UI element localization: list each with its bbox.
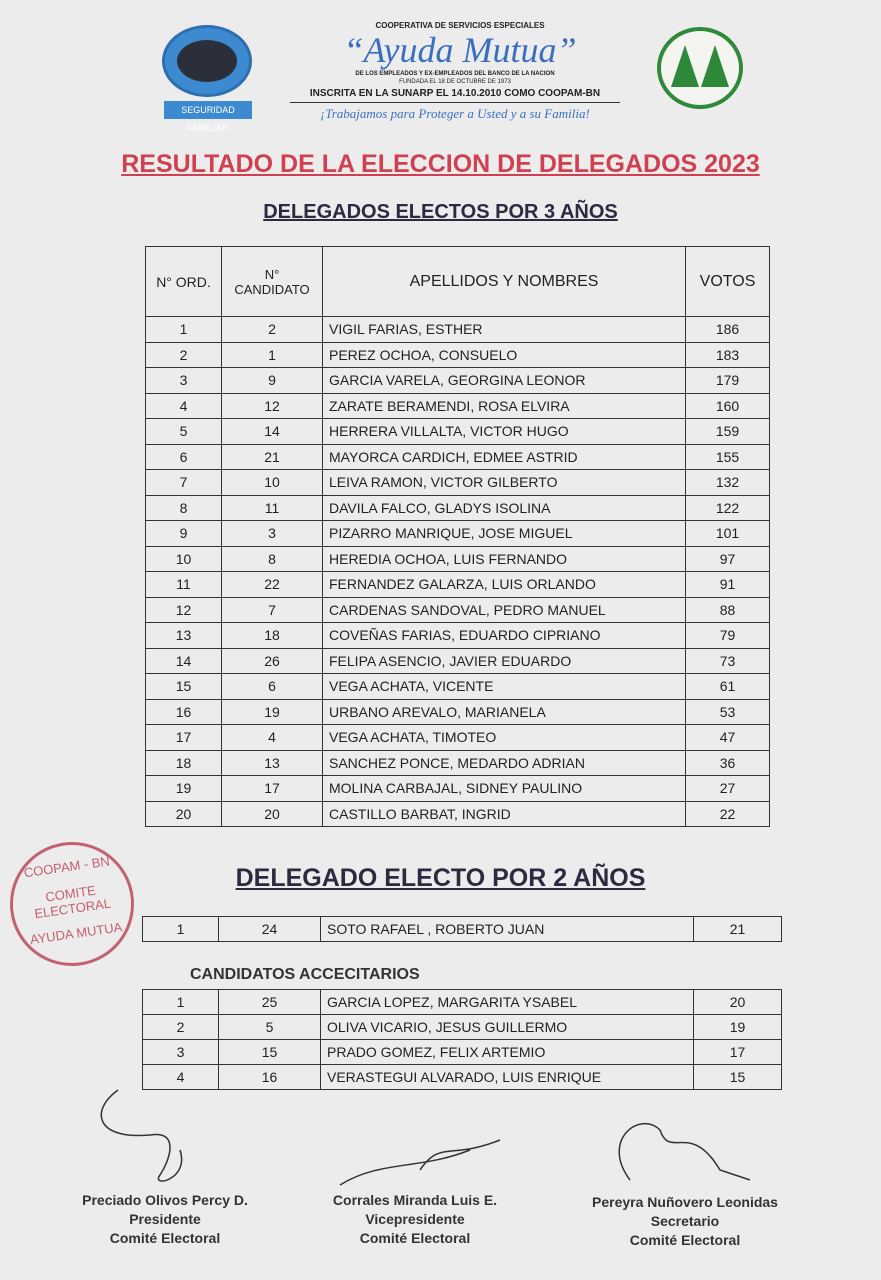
name-cell: CASTILLO BARBAT, INGRID bbox=[323, 801, 686, 827]
name-cell: PRADO GOMEZ, FELIX ARTEMIO bbox=[321, 1040, 694, 1065]
table-row bbox=[143, 990, 782, 1015]
header-line-2: FUNDADA EL 18 DE OCTUBRE DE 1973 bbox=[399, 79, 511, 85]
candidate-number-cell: 26 bbox=[222, 648, 323, 674]
order-cell: 16 bbox=[146, 699, 222, 725]
table-row bbox=[146, 317, 770, 343]
table-row bbox=[146, 495, 770, 521]
votes-cell: 97 bbox=[686, 546, 770, 572]
order-cell: 6 bbox=[146, 444, 222, 470]
order-cell: 2 bbox=[146, 342, 222, 368]
order-cell: 9 bbox=[146, 521, 222, 547]
name-cell: OLIVA VICARIO, JESUS GUILLERMO bbox=[321, 1015, 694, 1040]
candidate-number-cell: 2 bbox=[222, 317, 323, 343]
votes-cell: 186 bbox=[686, 317, 770, 343]
table-row bbox=[146, 419, 770, 445]
order-cell: 10 bbox=[146, 546, 222, 572]
votes-cell: 47 bbox=[686, 725, 770, 751]
order-cell: 17 bbox=[146, 725, 222, 751]
table-row bbox=[146, 368, 770, 394]
order-cell: 4 bbox=[143, 1065, 219, 1090]
candidate-number-cell: 6 bbox=[222, 674, 323, 700]
name-cell: GARCIA LOPEZ, MARGARITA YSABEL bbox=[321, 990, 694, 1015]
signatures-ink bbox=[0, 1080, 881, 1190]
name-cell: ZARATE BERAMENDI, ROSA ELVIRA bbox=[323, 393, 686, 419]
order-cell: 7 bbox=[146, 470, 222, 496]
votes-cell: 17 bbox=[694, 1040, 782, 1065]
name-cell: VIGIL FARIAS, ESTHER bbox=[323, 317, 686, 343]
col-header-votes: VOTOS bbox=[686, 247, 770, 317]
candidate-number-cell: 22 bbox=[222, 572, 323, 598]
table-row bbox=[146, 393, 770, 419]
votes-cell: 21 bbox=[694, 917, 782, 942]
candidate-number-cell: 4 bbox=[222, 725, 323, 751]
candidate-number-cell: 5 bbox=[219, 1015, 321, 1040]
name-cell: CARDENAS SANDOVAL, PEDRO MANUEL bbox=[323, 597, 686, 623]
candidate-number-cell: 19 bbox=[222, 699, 323, 725]
votes-cell: 88 bbox=[686, 597, 770, 623]
votes-cell: 22 bbox=[686, 801, 770, 827]
candidate-number-cell: 11 bbox=[222, 495, 323, 521]
votes-cell: 27 bbox=[686, 776, 770, 802]
name-cell: VEGA ACHATA, VICENTE bbox=[323, 674, 686, 700]
page-title: RESULTADO DE LA ELECCION DE DELEGADOS 2023 bbox=[121, 150, 760, 178]
table-row bbox=[146, 776, 770, 802]
order-cell: 5 bbox=[146, 419, 222, 445]
candidate-number-cell: 18 bbox=[222, 623, 323, 649]
name-cell: DAVILA FALCO, GLADYS ISOLINA bbox=[323, 495, 686, 521]
candidate-number-cell: 12 bbox=[222, 393, 323, 419]
section-title-3-years: DELEGADOS ELECTOS POR 3 AÑOS bbox=[263, 201, 618, 223]
cooperative-label: COOPERATIVA DE SERVICIOS ESPECIALES bbox=[375, 21, 545, 30]
votes-cell: 155 bbox=[686, 444, 770, 470]
table-row bbox=[146, 674, 770, 700]
table-row bbox=[146, 648, 770, 674]
votes-cell: 122 bbox=[686, 495, 770, 521]
name-cell: URBANO AREVALO, MARIANELA bbox=[323, 699, 686, 725]
table-row bbox=[146, 725, 770, 751]
order-cell: 4 bbox=[146, 393, 222, 419]
name-cell: PEREZ OCHOA, CONSUELO bbox=[323, 342, 686, 368]
candidate-number-cell: 10 bbox=[222, 470, 323, 496]
candidate-number-cell: 1 bbox=[222, 342, 323, 368]
table-row bbox=[146, 699, 770, 725]
table-row bbox=[146, 546, 770, 572]
name-cell: FELIPA ASENCIO, JAVIER EDUARDO bbox=[323, 648, 686, 674]
name-cell: SOTO RAFAEL , ROBERTO JUAN bbox=[321, 917, 694, 942]
delegates-3-years-table bbox=[145, 246, 770, 827]
name-cell: VEGA ACHATA, TIMOTEO bbox=[323, 725, 686, 751]
col-header-candidate: N° CANDIDATO bbox=[222, 247, 323, 317]
order-cell: 18 bbox=[146, 750, 222, 776]
signature-president: Preciado Olivos Percy D. Presidente Comité Electoral bbox=[82, 1192, 248, 1246]
votes-cell: 79 bbox=[686, 623, 770, 649]
order-cell: 3 bbox=[146, 368, 222, 394]
table-row bbox=[143, 1040, 782, 1065]
votes-cell: 160 bbox=[686, 393, 770, 419]
table-row bbox=[143, 917, 782, 942]
order-cell: 8 bbox=[146, 495, 222, 521]
name-cell: GARCIA VARELA, GEORGINA LEONOR bbox=[323, 368, 686, 394]
candidate-number-cell: 24 bbox=[219, 917, 321, 942]
order-cell: 13 bbox=[146, 623, 222, 649]
electoral-committee-stamp: COOPAM - BN COMITE ELECTORAL AYUDA MUTUA bbox=[2, 834, 142, 974]
signature-vicepresident: Corrales Miranda Luis E. Vicepresidente Comité Electoral bbox=[332, 1192, 498, 1246]
col-header-names: APELLIDOS Y NOMBRES bbox=[323, 247, 686, 317]
table-row bbox=[146, 521, 770, 547]
slogan: ¡Trabajamos para Proteger a Usted y a su Familia! bbox=[320, 106, 590, 121]
candidate-number-cell: 21 bbox=[222, 444, 323, 470]
order-cell: 11 bbox=[146, 572, 222, 598]
table-row bbox=[146, 623, 770, 649]
table-row bbox=[146, 597, 770, 623]
candidate-number-cell: 16 bbox=[219, 1065, 321, 1090]
votes-cell: 179 bbox=[686, 368, 770, 394]
signature-secretary: Pereyra Nuñovero Leonidas Secretario Comité Electoral bbox=[592, 1194, 778, 1248]
order-cell: 2 bbox=[143, 1015, 219, 1040]
candidate-number-cell: 14 bbox=[222, 419, 323, 445]
votes-cell: 132 bbox=[686, 470, 770, 496]
table-row bbox=[146, 470, 770, 496]
candidate-number-cell: 17 bbox=[222, 776, 323, 802]
votes-cell: 101 bbox=[686, 521, 770, 547]
order-cell: 1 bbox=[143, 990, 219, 1015]
order-cell: 1 bbox=[143, 917, 219, 942]
name-cell: MAYORCA CARDICH, EDMEE ASTRID bbox=[323, 444, 686, 470]
votes-cell: 73 bbox=[686, 648, 770, 674]
name-cell: MOLINA CARBAJAL, SIDNEY PAULINO bbox=[323, 776, 686, 802]
candidate-number-cell: 8 bbox=[222, 546, 323, 572]
delegate-2-years-table bbox=[142, 916, 782, 942]
votes-cell: 53 bbox=[686, 699, 770, 725]
name-cell: PIZARRO MANRIQUE, JOSE MIGUEL bbox=[323, 521, 686, 547]
order-cell: 1 bbox=[146, 317, 222, 343]
alternates-title: CANDIDATOS ACCECITARIOS bbox=[190, 966, 420, 983]
name-cell: LEIVA RAMON, VICTOR GILBERTO bbox=[323, 470, 686, 496]
alternates-table bbox=[142, 989, 782, 1090]
candidate-number-cell: 20 bbox=[222, 801, 323, 827]
table-row bbox=[146, 801, 770, 827]
votes-cell: 91 bbox=[686, 572, 770, 598]
order-cell: 20 bbox=[146, 801, 222, 827]
order-cell: 15 bbox=[146, 674, 222, 700]
table-row bbox=[146, 342, 770, 368]
order-cell: 14 bbox=[146, 648, 222, 674]
name-cell: SANCHEZ PONCE, MEDARDO ADRIAN bbox=[323, 750, 686, 776]
candidate-number-cell: 3 bbox=[222, 521, 323, 547]
name-cell: HERRERA VILLALTA, VICTOR HUGO bbox=[323, 419, 686, 445]
candidate-number-cell: 15 bbox=[219, 1040, 321, 1065]
votes-cell: 36 bbox=[686, 750, 770, 776]
name-cell: FERNANDEZ GALARZA, LUIS ORLANDO bbox=[323, 572, 686, 598]
candidate-number-cell: 13 bbox=[222, 750, 323, 776]
logo-band-text: SEGURIDAD FAMILIAR bbox=[164, 101, 252, 119]
votes-cell: 183 bbox=[686, 342, 770, 368]
tree-logo bbox=[657, 27, 743, 109]
order-cell: 19 bbox=[146, 776, 222, 802]
candidate-number-cell: 7 bbox=[222, 597, 323, 623]
table-row bbox=[143, 1015, 782, 1040]
header-line-1: DE LOS EMPLEADOS Y EX-EMPLEADOS DEL BANCO DE LA NACION bbox=[355, 71, 555, 77]
table-row bbox=[146, 750, 770, 776]
coopam-logo bbox=[162, 25, 252, 97]
votes-cell: 20 bbox=[694, 990, 782, 1015]
name-cell: COVEÑAS FARIAS, EDUARDO CIPRIANO bbox=[323, 623, 686, 649]
votes-cell: 19 bbox=[694, 1015, 782, 1040]
votes-cell: 15 bbox=[694, 1065, 782, 1090]
order-cell: 3 bbox=[143, 1040, 219, 1065]
table-row bbox=[146, 572, 770, 598]
table-row bbox=[146, 444, 770, 470]
name-cell: VERASTEGUI ALVARADO, LUIS ENRIQUE bbox=[321, 1065, 694, 1090]
name-cell: HEREDIA OCHOA, LUIS FERNANDO bbox=[323, 546, 686, 572]
order-cell: 12 bbox=[146, 597, 222, 623]
header-line-3: INSCRITA EN LA SUNARP EL 14.10.2010 COMO COOPAM-BN bbox=[290, 88, 620, 103]
candidate-number-cell: 9 bbox=[222, 368, 323, 394]
votes-cell: 61 bbox=[686, 674, 770, 700]
votes-cell: 159 bbox=[686, 419, 770, 445]
brand-name: “Ayuda Mutua” bbox=[343, 30, 577, 70]
section-title-2-years: DELEGADO ELECTO POR 2 AÑOS bbox=[235, 864, 646, 892]
candidate-number-cell: 25 bbox=[219, 990, 321, 1015]
col-header-order: N° ORD. bbox=[146, 247, 222, 317]
